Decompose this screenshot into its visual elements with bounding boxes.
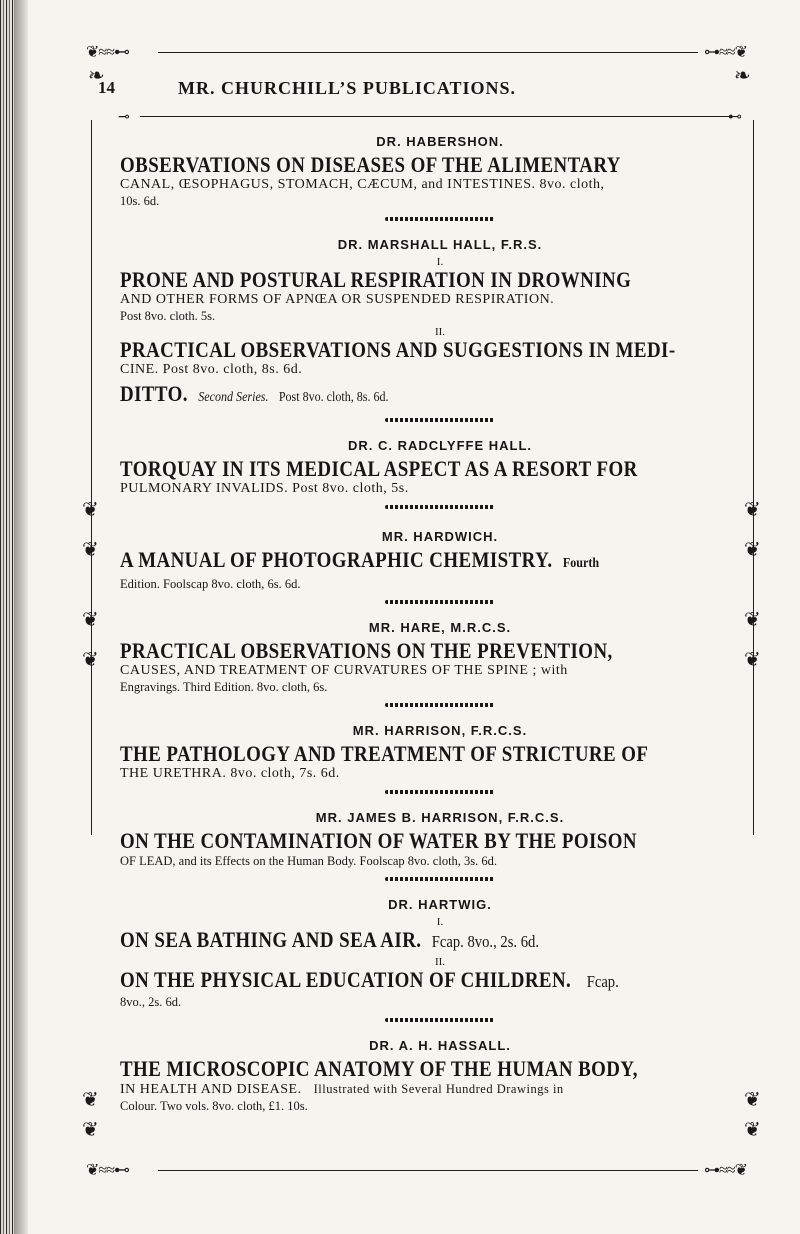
- book-details: Edition. Foolscap 8vo. cloth, 6s. 6d.: [120, 577, 301, 591]
- corner-ornament-top-left: ❦≈≈⊷: [86, 44, 129, 61]
- book-title: ON THE CONTAMINATION OF WATER BY THE POISON: [120, 828, 637, 853]
- book-details: Colour. Two vols. 8vo. cloth, £1. 10s.: [120, 1099, 308, 1113]
- bottom-rule: [158, 1170, 698, 1171]
- book-details: OF LEAD, and its Effects on the Human Body. Foolscap 8vo. cloth, 3s. 6d.: [120, 854, 498, 868]
- book-subtitle: PULMONARY INVALIDS. Post 8vo. cloth, 5s.: [120, 481, 409, 496]
- book-title: THE MICROSCOPIC ANATOMY OF THE HUMAN BODY,: [120, 1056, 638, 1081]
- catalogue-entry-james-harrison: [120, 810, 760, 881]
- author-name: MR. JAMES B. HARRISON, F.R.C.S.: [315, 810, 565, 825]
- running-header: MR. CHURCHILL’S PUBLICATIONS.: [178, 78, 517, 98]
- author-name: DR. HARTWIG.: [388, 897, 492, 912]
- book-subtitle: AND OTHER FORMS OF APNŒA OR SUSPENDED RESPIRATION.: [120, 292, 555, 307]
- catalogue-entry-hartwig: [120, 897, 760, 1022]
- book-subtitle: CAUSES, AND TREATMENT OF CURVATURES OF THE SPINE ; with: [120, 663, 568, 678]
- book-subtitle: CANAL, ŒSOPHAGUS, STOMACH, CÆCUM, and INTESTINES. 8vo. cloth,: [120, 177, 605, 192]
- book-title: PRACTICAL OBSERVATIONS AND SUGGESTIONS IN MEDI-: [120, 337, 676, 362]
- book-title: PRACTICAL OBSERVATIONS ON THE PREVENTION,: [120, 638, 613, 663]
- author-name: DR. A. H. HASSALL.: [369, 1038, 511, 1053]
- volume-numeral: I.: [436, 916, 444, 928]
- fleuron-icon: ❧: [88, 65, 105, 87]
- book-title-suffix: Fcap. 8vo., 2s. 6d.: [431, 932, 539, 951]
- left-border: [91, 120, 92, 835]
- fleuron-icon: ❦: [82, 1089, 99, 1111]
- book-details: 10s. 6d.: [120, 194, 160, 208]
- catalogue-entry-hare: [120, 620, 760, 707]
- book-title: ON SEA BATHING AND SEA AIR.: [120, 927, 422, 952]
- book-details: Post 8vo. cloth, 8s. 6d.: [278, 390, 389, 405]
- volume-numeral: II.: [434, 326, 446, 338]
- book-subtitle: CINE. Post 8vo. cloth, 8s. 6d.: [120, 362, 303, 377]
- book-title-line: [120, 548, 758, 576]
- section-divider: [385, 217, 495, 221]
- header-rule-ornament-right: ⊷: [728, 110, 742, 125]
- author-name: DR. MARSHALL HALL, F.R.S.: [337, 237, 543, 252]
- fleuron-icon: ❧: [734, 65, 751, 87]
- fleuron-icon: ❦: [744, 539, 761, 561]
- book-title: TORQUAY IN ITS MEDICAL ASPECT AS A RESORT FOR: [120, 456, 638, 481]
- header-rule-ornament-left: ⊸: [118, 110, 130, 125]
- page-gutter-shadow: [14, 0, 28, 1234]
- book-title: ON THE PHYSICAL EDUCATION OF CHILDREN.: [120, 967, 572, 992]
- author-name: MR. HARE, M.R.C.S.: [368, 620, 512, 635]
- corner-ornament-bottom-right: ⊶≈≈❦: [704, 1162, 747, 1179]
- fleuron-icon: ❦: [744, 1119, 761, 1141]
- book-spine: [0, 0, 14, 1234]
- fleuron-icon: ❦: [744, 609, 761, 631]
- catalogue-entry-marshall-hall: [120, 237, 760, 422]
- series-label: Second Series.: [198, 390, 269, 405]
- section-divider: [385, 703, 495, 707]
- section-divider: [385, 877, 495, 881]
- volume-numeral: I.: [436, 256, 444, 268]
- catalogue-entry-harrison: [120, 723, 760, 794]
- volume-numeral: II.: [434, 956, 446, 968]
- author-name: MR. HARDWICH.: [381, 529, 499, 544]
- fleuron-icon: ❦: [82, 649, 99, 671]
- catalogue-entry-habershon: [120, 134, 760, 221]
- page-number: 14: [98, 78, 115, 97]
- book-details: Engravings. Third Edition. 8vo. cloth, 6s.: [120, 680, 328, 694]
- ditto-label: DITTO.: [120, 381, 188, 406]
- book-title-line: [120, 928, 758, 954]
- section-divider: [385, 505, 495, 509]
- book-title: OBSERVATIONS ON DISEASES OF THE ALIMENTARY: [120, 152, 621, 177]
- catalogue-entry-radclyffe-hall: [120, 438, 760, 509]
- book-subtitle-suffix: Illustrated with Several Hundred Drawings in: [313, 1082, 564, 1096]
- author-name: MR. HARRISON, F.R.C.S.: [352, 723, 528, 738]
- book-details: 8vo., 2s. 6d.: [120, 995, 182, 1009]
- catalogue: [120, 134, 760, 1114]
- fleuron-icon: ❦: [744, 649, 761, 671]
- header-rule: [140, 116, 736, 117]
- fleuron-icon: ❦: [82, 499, 99, 521]
- catalogue-entry-hassall: [120, 1038, 760, 1114]
- section-divider: [385, 418, 495, 422]
- fleuron-icon: ❦: [82, 609, 99, 631]
- book-title: THE PATHOLOGY AND TREATMENT OF STRICTURE OF: [120, 741, 649, 766]
- book-subtitle-line: [120, 1081, 760, 1098]
- author-name: DR. C. RADCLYFFE HALL.: [347, 438, 533, 453]
- top-rule: [158, 52, 698, 53]
- corner-ornament-bottom-left: ❦≈≈⊷: [86, 1162, 129, 1179]
- book-title-suffix: Fcap.: [586, 972, 619, 991]
- book-title-line: [120, 968, 758, 994]
- fleuron-icon: ❦: [744, 499, 761, 521]
- book-subtitle: THE URETHRA. 8vo. cloth, 7s. 6d.: [120, 766, 340, 781]
- book-title-suffix: Fourth: [562, 556, 600, 571]
- fleuron-icon: ❦: [744, 1089, 761, 1111]
- section-divider: [385, 600, 495, 604]
- book-title: PRONE AND POSTURAL RESPIRATION IN DROWNING: [120, 267, 632, 292]
- fleuron-icon: ❦: [82, 1119, 99, 1141]
- section-divider: [385, 1018, 495, 1022]
- corner-ornament-top-right: ⊶≈≈❦: [704, 44, 747, 61]
- author-name: DR. HABERSHON.: [376, 134, 504, 149]
- fleuron-icon: ❦: [82, 539, 99, 561]
- book-details: Post 8vo. cloth. 5s.: [120, 309, 216, 323]
- book-subtitle: IN HEALTH AND DISEASE.: [120, 1082, 302, 1097]
- section-divider: [385, 790, 495, 794]
- book-title: A MANUAL OF PHOTOGRAPHIC CHEMISTRY.: [120, 547, 553, 572]
- book-title-ditto: [120, 382, 758, 410]
- catalogue-entry-hardwich: [120, 529, 760, 604]
